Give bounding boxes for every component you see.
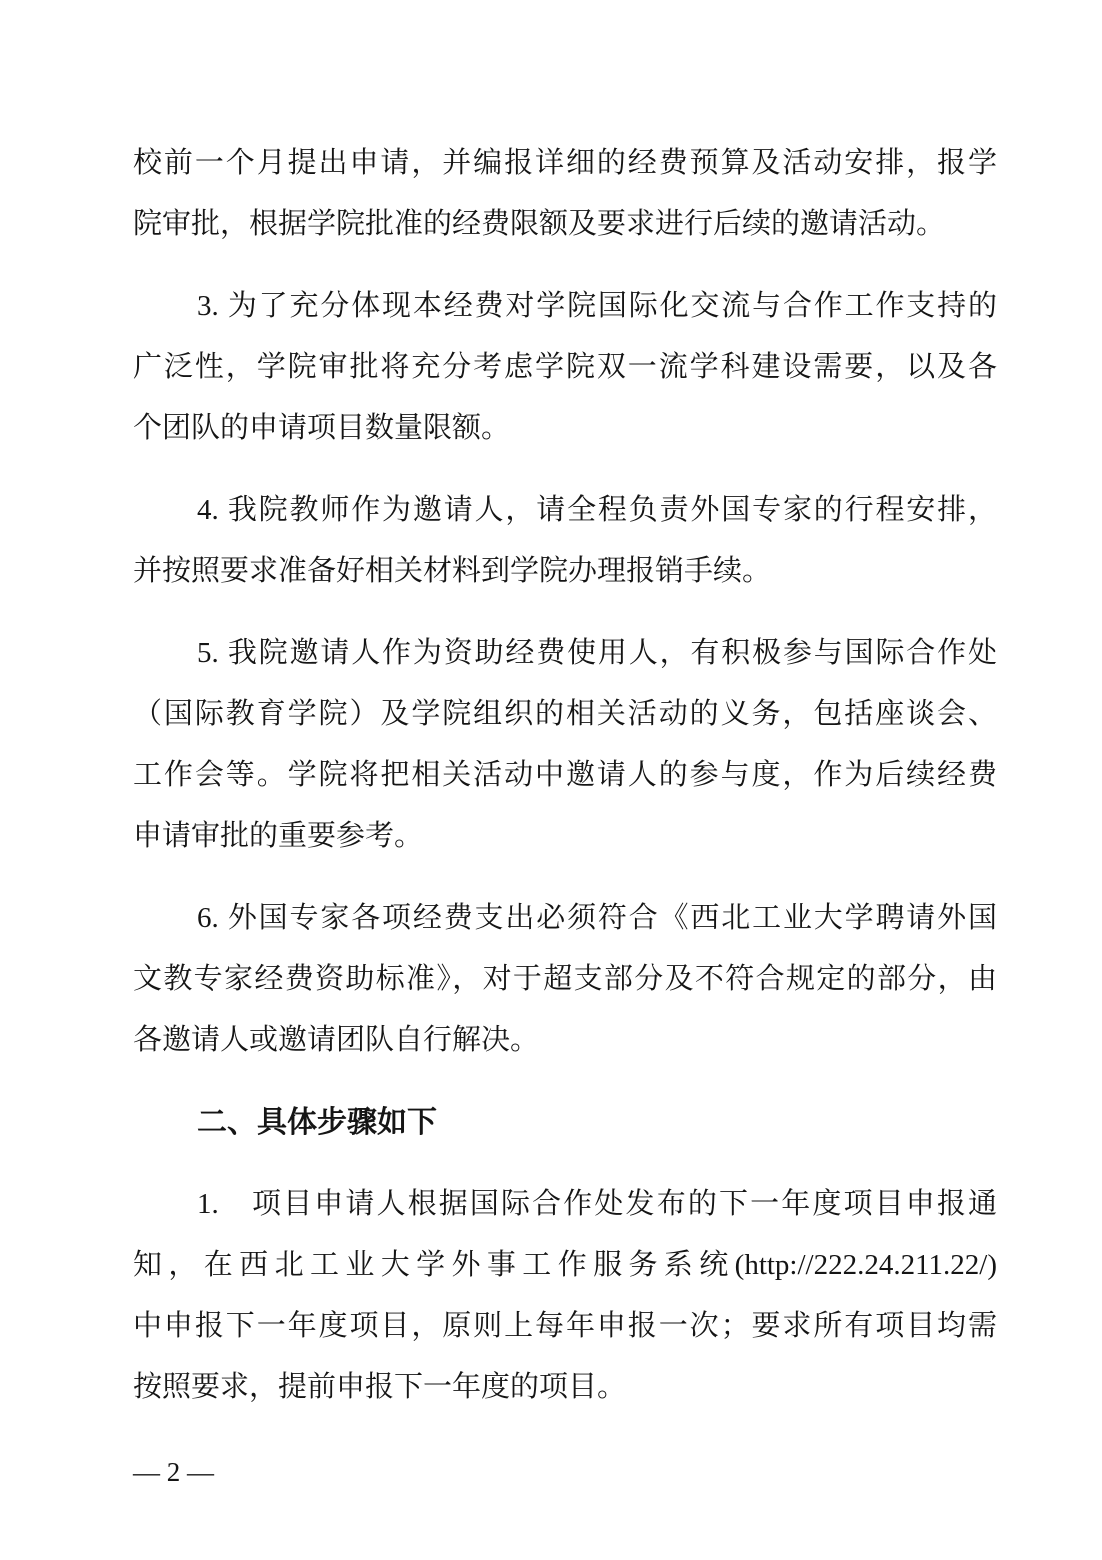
paragraph-line: 工作会等。学院将把相关活动中邀请人的参与度，作为后续经费	[133, 759, 997, 791]
paragraph-continuation	[133, 133, 997, 255]
paragraph-item-6	[133, 888, 997, 1071]
paragraph-line: 5. 我院邀请人作为资助经费使用人，有积极参与国际合作处	[197, 637, 997, 669]
paragraph-line: 申请审批的重要参考。	[133, 820, 424, 852]
paragraph-line: 6. 外国专家各项经费支出必须符合《西北工业大学聘请外国	[197, 902, 997, 934]
page-number: — 2 —	[133, 1457, 214, 1487]
paragraph-item-5	[133, 623, 997, 867]
section-heading	[133, 1092, 997, 1153]
paragraph-line: 3. 为了充分体现本经费对学院国际化交流与合作工作支持的	[197, 290, 997, 322]
paragraph-line: 按照要求，提前申报下一年度的项目。	[133, 1371, 627, 1403]
paragraph-line: 中申报下一年度项目，原则上每年申报一次；要求所有项目均需	[133, 1310, 997, 1342]
paragraph-item-4	[133, 480, 997, 602]
paragraph-line: 院审批，根据学院批准的经费限额及要求进行后续的邀请活动。	[133, 208, 946, 240]
paragraph-line: 各邀请人或邀请团队自行解决。	[133, 1024, 540, 1056]
paragraph-line: 并按照要求准备好相关材料到学院办理报销手续。	[133, 555, 772, 587]
paragraph-line: 广泛性，学院审批将充分考虑学院双一流学科建设需要，以及各	[133, 351, 997, 383]
paragraph-line: 文教专家经费资助标准》，对于超支部分及不符合规定的部分，由	[133, 963, 997, 995]
paragraph-line: 个团队的申请项目数量限额。	[133, 412, 511, 444]
paragraph-line: （国际教育学院）及学院组织的相关活动的义务，包括座谈会、	[133, 698, 997, 730]
section-heading-text: 二、具体步骤如下	[197, 1106, 437, 1139]
paragraph-line: 知，在西北工业大学外事工作服务系统(http://222.24.211.22/)	[133, 1249, 997, 1281]
paragraph-line: 1. 项目申请人根据国际合作处发布的下一年度项目申报通	[197, 1188, 997, 1220]
paragraph-item-1	[133, 1174, 997, 1418]
document-body	[133, 133, 997, 1418]
paragraph-item-3	[133, 276, 997, 459]
paragraph-line: 4. 我院教师作为邀请人，请全程负责外国专家的行程安排，	[197, 494, 997, 526]
paragraph-line: 校前一个月提出申请，并编报详细的经费预算及活动安排，报学	[133, 147, 997, 179]
